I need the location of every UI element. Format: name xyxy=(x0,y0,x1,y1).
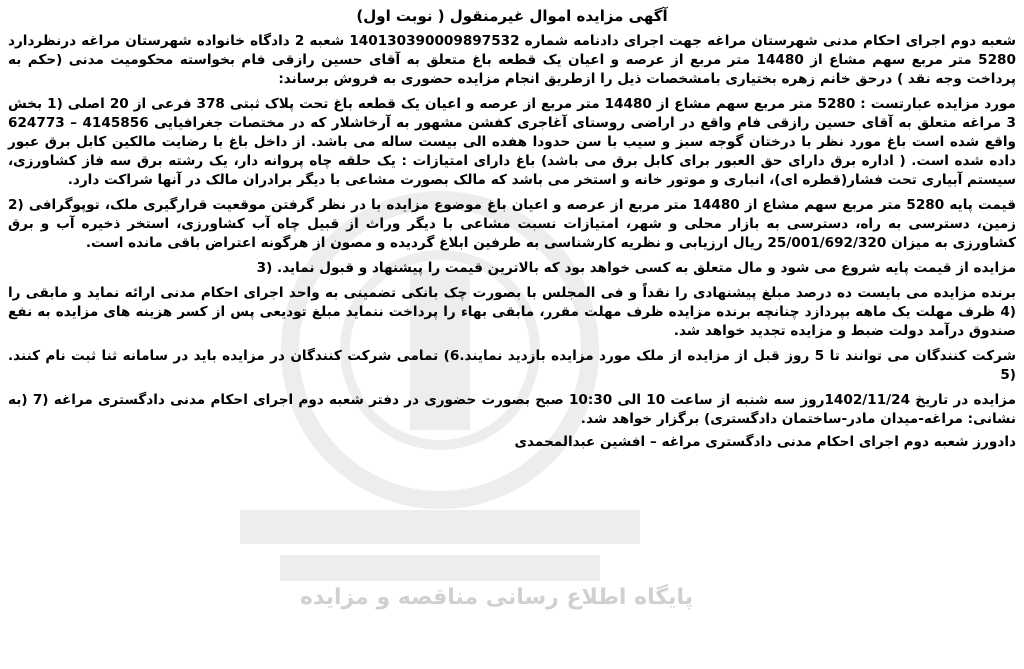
notice-item-7: مزایده در تاریخ 1402/11/24روز سه شنبه از ساعت 10 الی 10:30 صبح بصورت حضوری در دفتر شعبه دوم اجرای احکام مدنی دادگستری مراغه (7 (به نشانی: مراغه-میدان مادر-ساختمان دادگستری) برگزار خواهد شد. xyxy=(8,392,1017,427)
notice-item-4: برنده مزایده می بایست ده درصد مبلغ پیشنهادی را نقداً و فی المجلس با بصورت چک بانکی تضمینی به واحد اجرای احکام مدنی ارائه نماید و مابقی را (4 ظرف مهلت یک ماهه بپردازد چنانچه برنده مزایده ظرف مهلت مقرر، مابقی بهاء را پرداخت ننماید مبلغ تودیعی پس از کسر هزینه های مزایده به نفع صندوق درآمد دولت ضبط و مزایده تجدید خواهد شد. xyxy=(8,285,1016,339)
notice-item-2: قیمت پایه 5280 متر مربع سهم مشاع از 14480 متر مربع از عرصه و اعیان باغ موضوع مزایده با در نظر گرفتن موقعیت قرارگیری ملک، توپوگرافی (2 زمین، دسترسی به راه، دسترسی به بازار محلی و شهر، امتیازات نسبت مشاعی با دیگر وراث از قبیل چاه آب کشاورزی، استخر ذخیره آب و برق کشاورزی به میزان 25/001/692/320 ریال ارزیابی و نظریه کارشناسی به طرفین ابلاغ گردیده و مصون از هرگونه اعتراض باقی مانده است. xyxy=(8,197,1016,251)
notice-item-3: مزایده از قیمت پایه شروع می شود و مال متعلق به کسی خواهد بود که بالاترین قیمت را پیشنهاد و قبول نماید. (3 xyxy=(256,260,1016,276)
notice-item-5: شرکت کنندگان می توانند تا 5 روز قبل از مزایده از ملک مورد مزایده بازدید نمایند.6) تمامی شرکت کنندگان در مزایده باید در سامانه ثنا ثبت نام کنند. (5 xyxy=(8,348,1017,383)
notice-title: آگهی مزایده اموال غیرمنقول ( نوبت اول) xyxy=(356,7,668,25)
notice-intro: شعبه دوم اجرای احکام مدنی شهرستان مراغه جهت اجرای دادنامه شماره 140130390009897532 شعبه 2 دادگاه خانواده شهرستان مراغه درنظردارد 5280 متر مربع سهم مشاع از 14480 متر مربع از عرصه و اعیان یک قطعه باغ متعلق به آقای حسین رازقی فام بخواسته محکومیت مدنی (حکم به پرداخت وجه نقد ) درحق خانم زهره بختیاری بامشخصات ذیل را ازطریق انجام مزایده حضوری به فروش برساند: xyxy=(8,33,1016,87)
watermark-text: پایگاه اطلاع رسانی مناقصه و مزایده xyxy=(300,585,693,610)
notice-signature: دادورز شعبه دوم اجرای احکام مدنی دادگستری مراغه – افشین عبدالمحمدی xyxy=(514,434,1016,450)
notice-item-1: مورد مزایده عبارتست : 5280 متر مربع سهم مشاع از 14480 متر مربع از عرصه و اعیان یک قطعه باغ تحت پلاک ثبتی 378 فرعی از 20 اصلی (1 بخش 3 مراغه متعلق به آقای حسین رازقی فام واقع در اراضی روستای آغاجری کفشن مشهور به آرخاشلار که در مختصات جغرافیایی 4145856 – 624773 واقع شده است باغ مورد نظر با درختان گوجه سبز و سیب با سن حدودا هفده الی بیست ساله می باشد. از داخل باغ با رضایت مالکین کابل برق عبور داده شده است. ( اداره برق دارای حق العبور برای کابل برق می باشد) باغ دارای امتیازات : یک حلقه چاه پروانه دار، یک رشته برق سه فاز کشاورزی، سیستم آبیاری تحت فشار(قطره ای)، انباری و موتور خانه و استخر می باشد که مالک بصورت مشاعی با دیگر برادران مالک در آنها شراکت دارد. xyxy=(8,96,1016,188)
auction-notice xyxy=(8,6,1016,452)
